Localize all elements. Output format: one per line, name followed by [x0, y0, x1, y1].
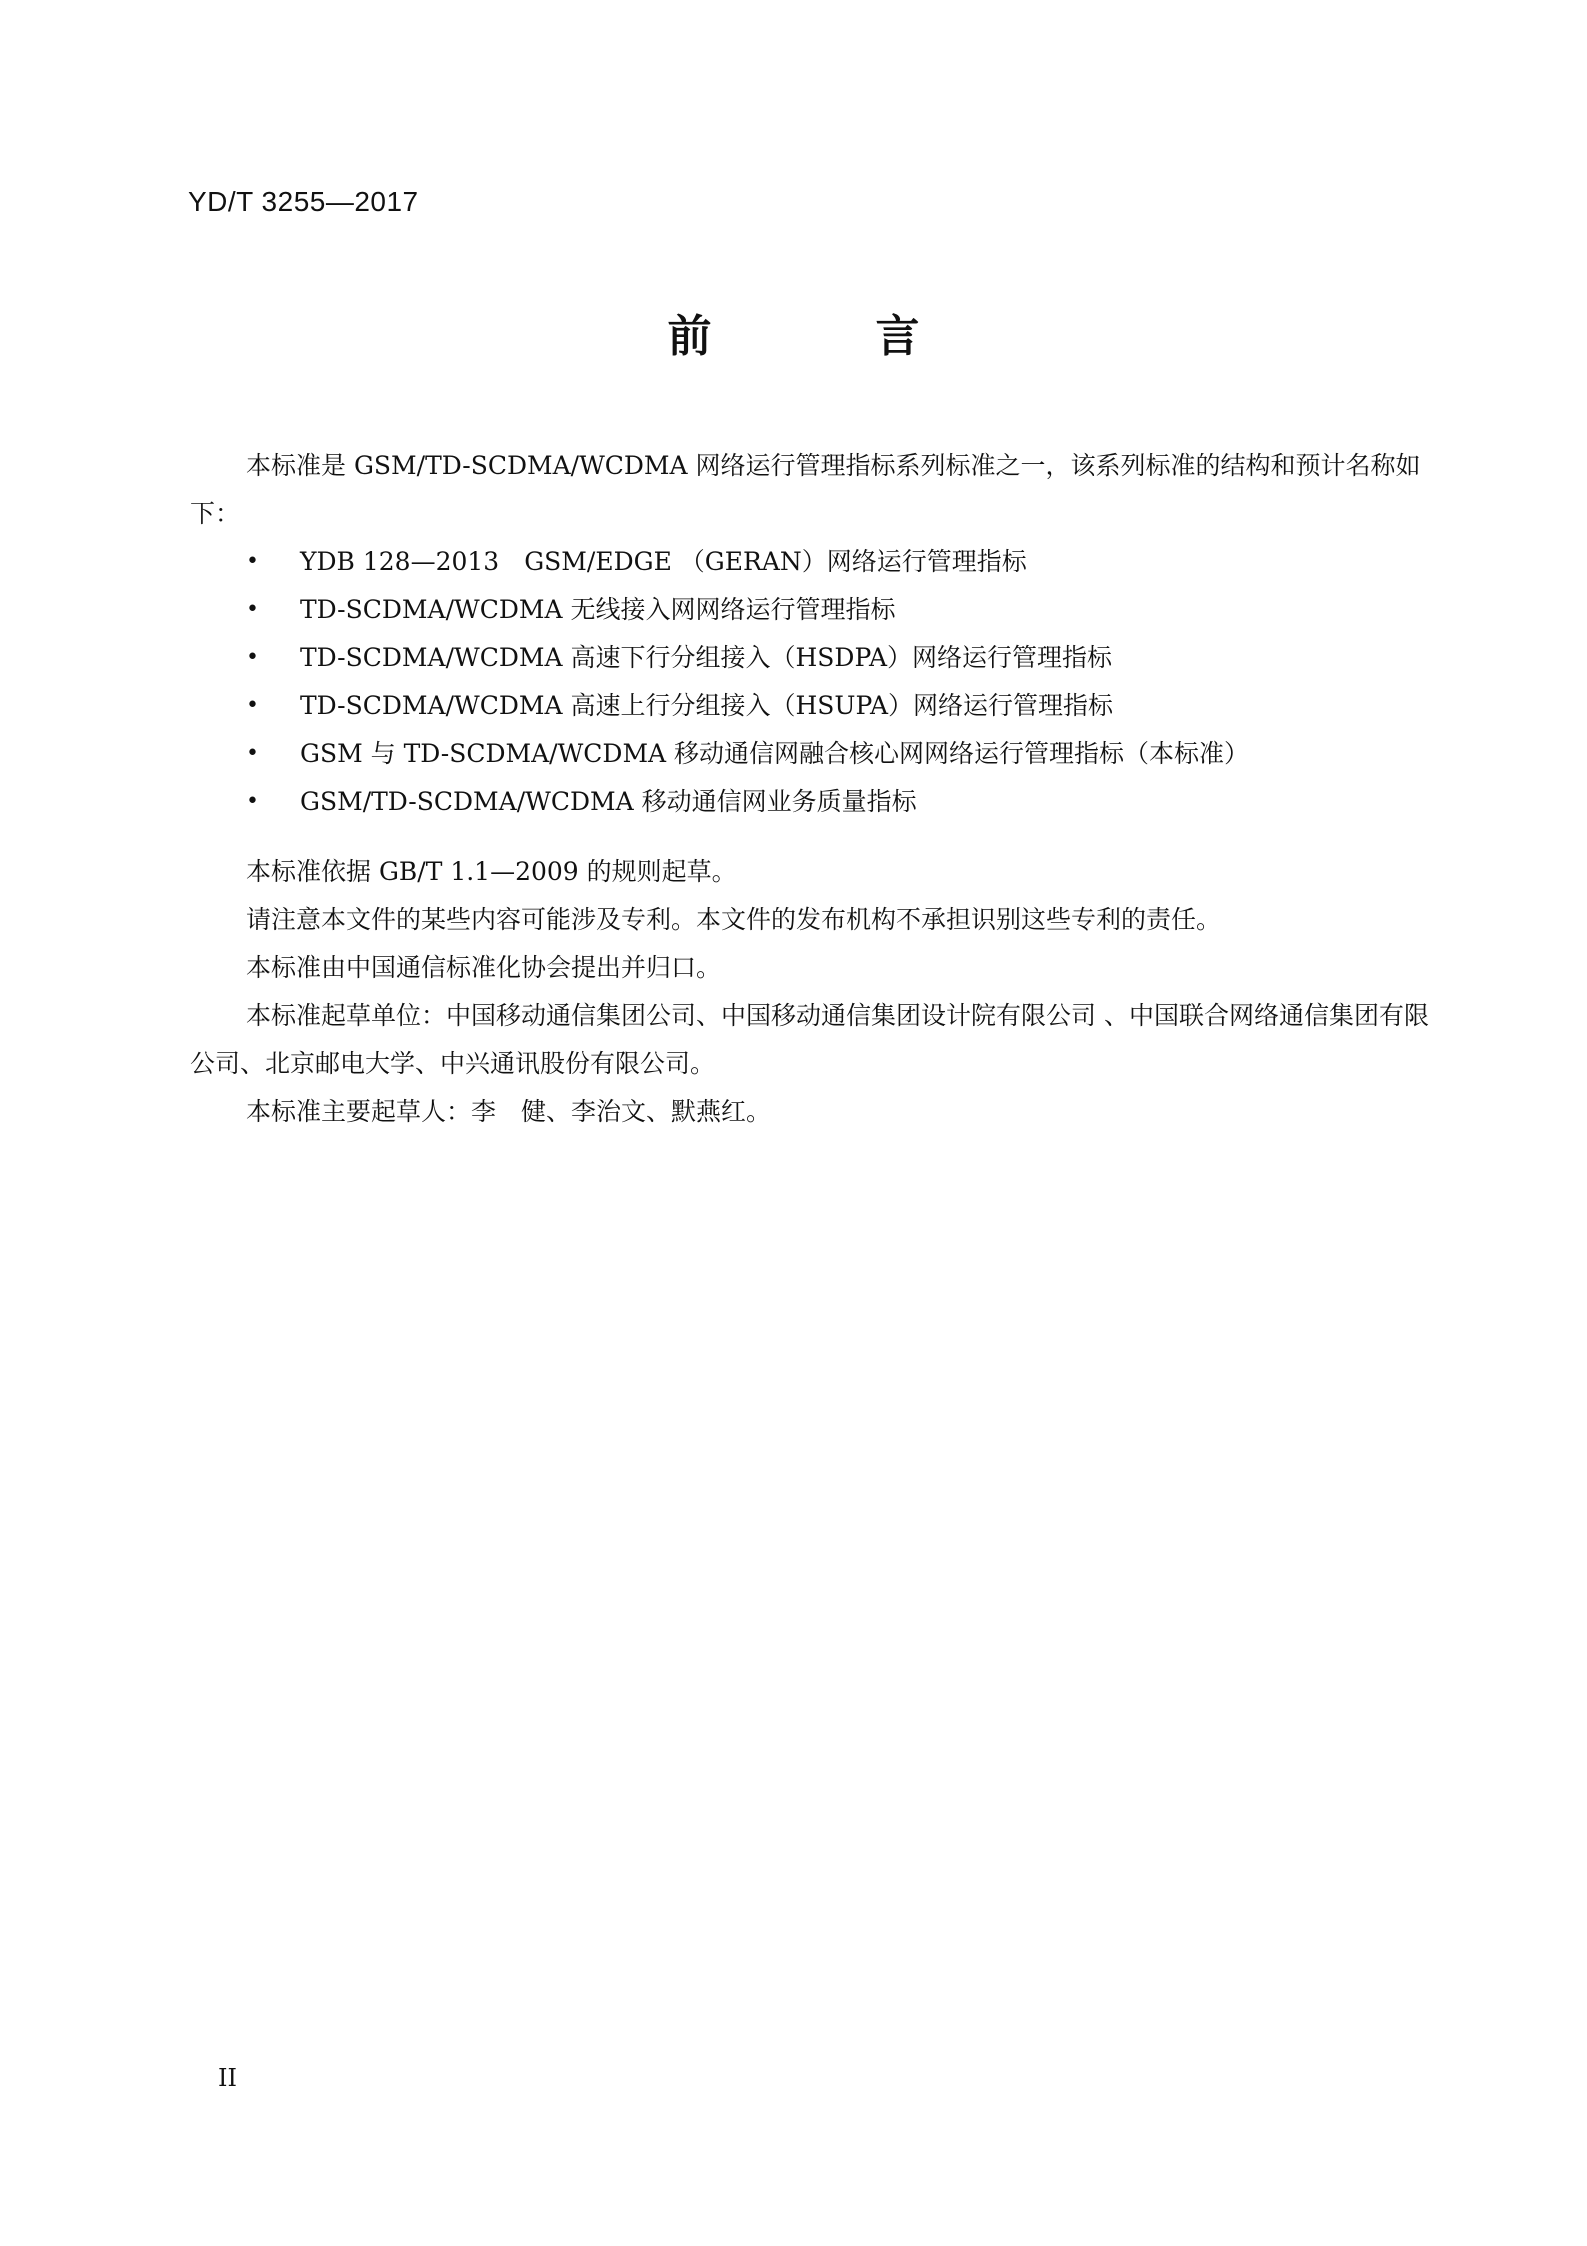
list-item-text: TD-SCDMA/WCDMA 高速上行分组接入（HSUPA）网络运行管理指标: [300, 691, 1114, 720]
page-number: II: [218, 2064, 237, 2092]
list-item-text: GSM/TD-SCDMA/WCDMA 移动通信网业务质量指标: [300, 787, 917, 816]
proposer-paragraph: 本标准由中国通信标准化协会提出并归口。: [246, 953, 722, 982]
bullet-icon: •: [246, 741, 259, 766]
list-item-text: TD-SCDMA/WCDMA 无线接入网网络运行管理指标: [300, 595, 896, 624]
list-item-text: GSM 与 TD-SCDMA/WCDMA 移动通信网融合核心网网络运行管理指标（本标准）: [300, 739, 1250, 768]
list-item: [190, 538, 1435, 586]
bullet-icon: •: [246, 693, 259, 718]
list-item-text: TD-SCDMA/WCDMA 高速下行分组接入（HSDPA）网络运行管理指标: [300, 643, 1113, 672]
bullet-icon: •: [246, 549, 259, 574]
bullet-icon: •: [246, 789, 259, 814]
intro-paragraph: 本标准是 GSM/TD-SCDMA/WCDMA 网络运行管理指标系列标准之一，该系列标准的结构和预计名称如下：: [190, 451, 1421, 528]
list-item-text: YDB 128—2013 GSM/EDGE （GERAN）网络运行管理指标: [300, 547, 1027, 576]
drafting-rules-paragraph: 本标准依据 GB/T 1.1—2009 的规则起草。: [246, 857, 737, 886]
bullet-icon: •: [246, 645, 259, 670]
standard-number: YD/T 3255—2017: [188, 186, 419, 217]
bullet-icon: •: [246, 597, 259, 622]
list-item: [190, 682, 1435, 730]
drafting-units-paragraph: 本标准起草单位：中国移动通信集团公司、中国移动通信集团设计院有限公司 、中国联合网络通信集团有限公司、北京邮电大学、中兴通讯股份有限公司。: [190, 1001, 1429, 1078]
patent-notice-paragraph: 请注意本文件的某些内容可能涉及专利。本文件的发布机构不承担识别这些专利的责任。: [246, 905, 1222, 934]
series-standards-list: [190, 538, 1435, 826]
drafters-paragraph: 本标准主要起草人：李 健、李治文、默燕红。: [246, 1097, 772, 1126]
foreword-body: [190, 442, 1435, 1136]
list-item: [190, 586, 1435, 634]
list-item: [190, 730, 1435, 778]
page-title: 前 言: [667, 311, 980, 362]
list-item: [190, 778, 1435, 826]
list-item: [190, 634, 1435, 682]
